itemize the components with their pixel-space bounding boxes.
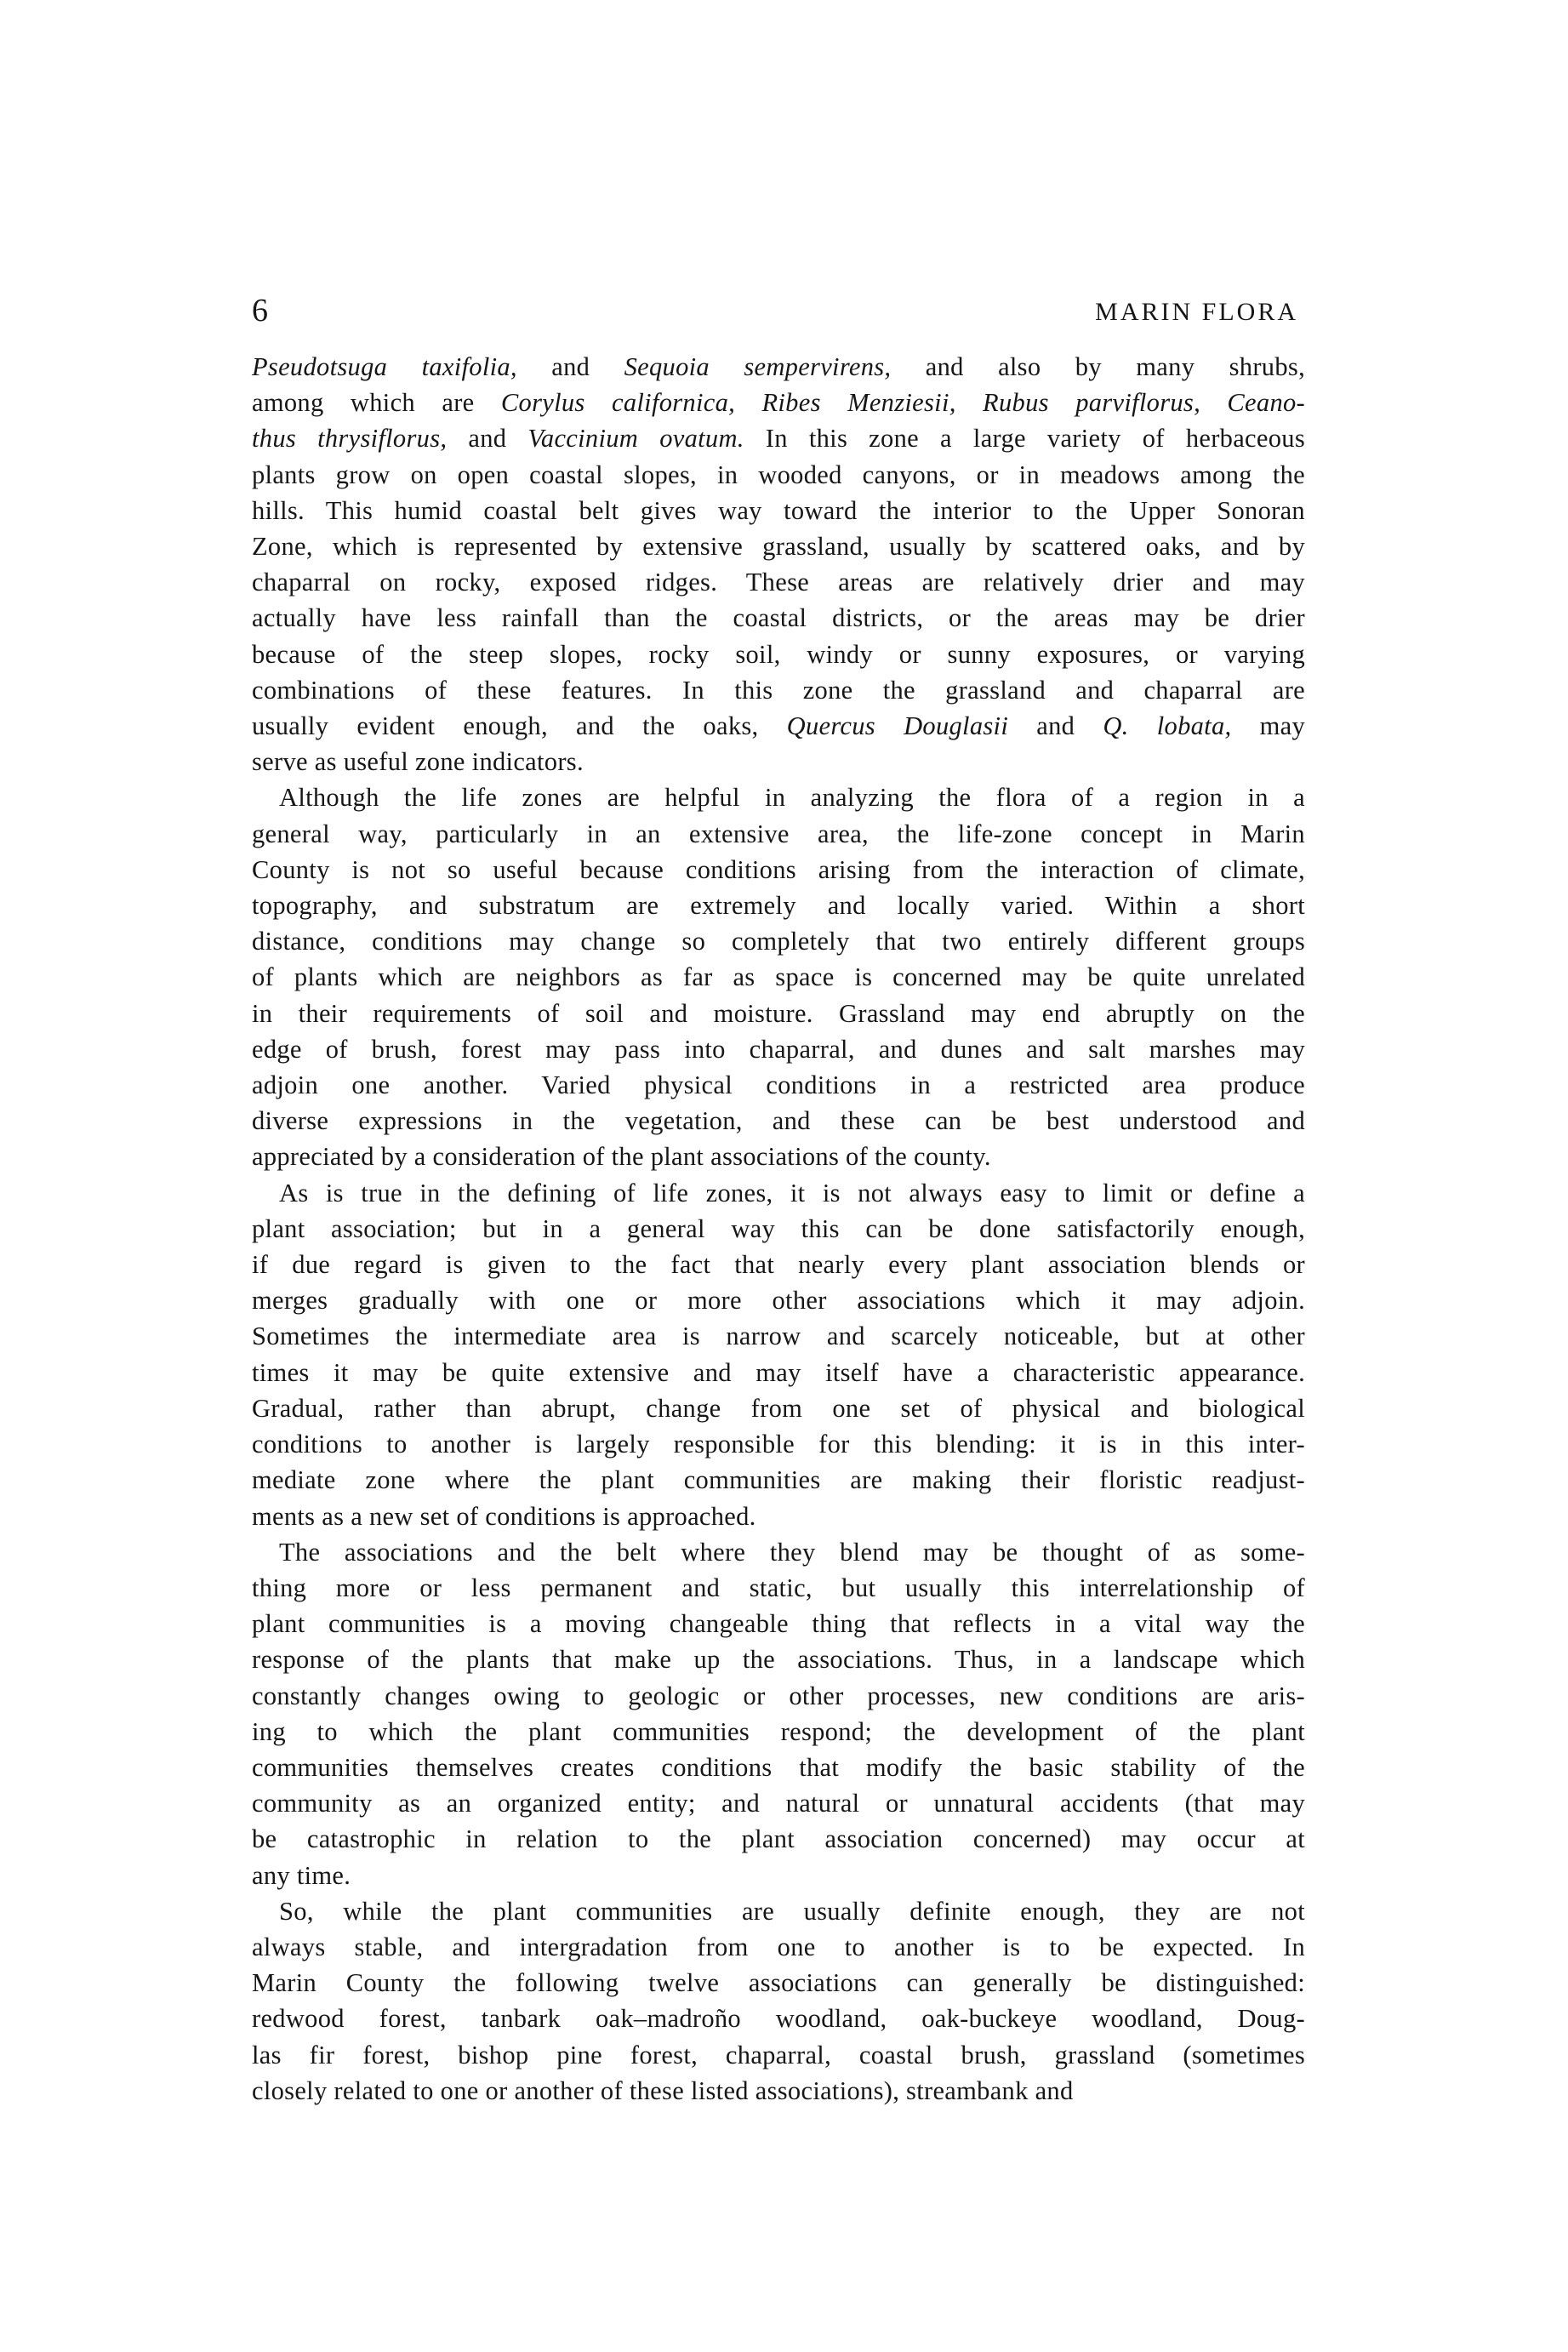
text-line: [252, 2037, 1305, 2073]
text-line: [252, 349, 1305, 385]
text-run: mediate zone where the plant communities are making their floristic readjust-: [252, 1465, 1305, 1495]
text-run: because of the steep slopes, rocky soil, windy or sunny exposures, or varying: [252, 639, 1305, 669]
text-line: [252, 959, 1305, 995]
text-line: [252, 1031, 1305, 1067]
text-run: and: [516, 352, 624, 381]
text-run: actually have less rainfall than the coastal districts, or the areas may be drier: [252, 603, 1305, 633]
text-line: [252, 816, 1305, 852]
text-run: plants grow on open coastal slopes, in wooded canyons, or in meadows among the: [252, 460, 1305, 489]
text-run: thing more or less permanent and static, but usually this interrelationship of: [252, 1573, 1305, 1602]
scientific-name-text: Quercus Douglasii: [786, 711, 1009, 741]
text-run: So, while the plant communities are usually definite enough, they are not: [279, 1896, 1305, 1926]
text-run: plant association; but in a general way this can be done satisfactorily enough,: [252, 1213, 1305, 1243]
text-line: [252, 1785, 1305, 1821]
text-run: if due regard is given to the fact that nearly every plant association blends or: [252, 1250, 1305, 1280]
scientific-name-text: Vaccinium ovatum.: [527, 424, 744, 454]
text-run: serve as useful zone indicators.: [252, 747, 584, 777]
text-line: [252, 1139, 1305, 1174]
scientific-name-text: Sequoia sempervirens,: [624, 352, 892, 381]
text-line: [252, 1641, 1305, 1677]
scientific-name-text: Pseudotsuga taxifolia,: [252, 352, 517, 381]
text-line: [252, 564, 1305, 600]
text-line: [252, 1821, 1305, 1857]
text-line: [252, 852, 1305, 888]
text-run: In this zone a large variety of herbaceous: [744, 424, 1305, 454]
text-line: [252, 1570, 1305, 1606]
text-run: always stable, and intergradation from one to another is to be expected. In: [252, 1932, 1305, 1961]
text-line: [252, 1678, 1305, 1714]
text-line: [252, 1318, 1305, 1354]
text-line: [252, 1067, 1305, 1103]
text-line: [252, 1534, 1305, 1570]
text-line: [252, 1606, 1305, 1641]
text-line: [252, 779, 1305, 815]
text-line: [252, 420, 1305, 456]
text-run: distance, conditions may change so completely that two entirely different groups: [252, 927, 1305, 956]
running-head: [252, 294, 1298, 328]
paragraph: [252, 779, 1305, 1174]
text-run: constantly changes owing to geologic or other processes, new conditions are aris-: [252, 1681, 1305, 1710]
text-run: appreciated by a consideration of the plant associations of the county.: [252, 1142, 991, 1172]
text-line: [252, 1858, 1305, 1893]
text-line: [252, 1211, 1305, 1247]
paragraph: [252, 349, 1305, 779]
text-line: [252, 1390, 1305, 1426]
text-line: [252, 1499, 1305, 1534]
text-line: [252, 888, 1305, 923]
text-line: [252, 672, 1305, 708]
text-line: [252, 1247, 1305, 1282]
paragraph: [252, 1175, 1305, 1534]
text-line: [252, 1355, 1305, 1390]
text-line: [252, 2073, 1305, 2109]
text-line: [252, 528, 1305, 564]
text-run: communities themselves creates conditions that modify the basic stability of the: [252, 1752, 1305, 1782]
text-run: hills. This humid coastal belt gives way toward the interior to the Upper Sonoran: [252, 495, 1305, 525]
text-run: merges gradually with one or more other associations which it may adjoin.: [252, 1286, 1305, 1316]
text-run: Zone, which is represented by extensive grassland, usually by scattered oaks, and by: [252, 532, 1305, 562]
text-run: of plants which are neighbors as far as space is concerned may be quite unrelated: [252, 962, 1305, 992]
text-line: [252, 1750, 1305, 1785]
text-run: adjoin one another. Varied physical conditions in a restricted area produce: [252, 1070, 1305, 1100]
text-run: las fir forest, bishop pine forest, chaparral, coastal brush, grassland (sometimes: [252, 2040, 1305, 2069]
text-run: redwood forest, tanbark oak–madroño woodland, oak-buckeye woodland, Doug-: [252, 2004, 1305, 2034]
page-number: 6: [252, 293, 269, 328]
text-run: combinations of these features. In this zone the grassland and chaparral are: [252, 675, 1305, 705]
text-line: [252, 1426, 1305, 1462]
text-run: and: [447, 424, 528, 454]
text-line: [252, 1462, 1305, 1498]
text-run: may: [1231, 711, 1305, 741]
text-run: in their requirements of soil and moisture. Grassland may end abruptly on the: [252, 998, 1305, 1028]
text-run: As is true in the defining of life zones, it is not always easy to limit or define a: [279, 1178, 1305, 1207]
text-run: conditions to another is largely responsible for this blending: it is in this inter-: [252, 1430, 1305, 1459]
text-line: [252, 385, 1305, 420]
text-run: County is not so useful because conditions arising from the interaction of climate,: [252, 854, 1305, 884]
text-run: Sometimes the intermediate area is narrow and scarcely noticeable, but at other: [252, 1322, 1305, 1351]
text-run: edge of brush, forest may pass into chaparral, and dunes and salt marshes may: [252, 1034, 1305, 1064]
text-run: Gradual, rather than abrupt, change from one set of physical and biological: [252, 1393, 1305, 1423]
text-run: Marin County the following twelve associations can generally be distinguished:: [252, 1968, 1305, 1998]
text-run: ing to which the plant communities respond; the development of the plant: [252, 1716, 1305, 1746]
paragraph: [252, 1893, 1305, 2109]
text-run: response of the plants that make up the associations. Thus, in a landscape which: [252, 1645, 1305, 1675]
text-line: [252, 637, 1305, 672]
text-line: [252, 2001, 1305, 2036]
paragraph: [252, 1534, 1305, 1893]
text-run: and: [1008, 711, 1103, 741]
text-line: [252, 600, 1305, 636]
text-line: [252, 708, 1305, 744]
text-line: [252, 1103, 1305, 1139]
text-run: diverse expressions in the vegetation, and these can be best understood and: [252, 1106, 1305, 1136]
scientific-name-text: thus thrysiflorus,: [252, 424, 448, 454]
scientific-name-text: Q. lobata,: [1103, 711, 1232, 741]
text-line: [252, 457, 1305, 493]
text-run: among which are: [252, 388, 501, 418]
text-run: Although the life zones are helpful in analyzing the flora of a region in a: [279, 783, 1305, 813]
text-line: [252, 1893, 1305, 1929]
text-line: [252, 744, 1305, 779]
text-run: community as an organized entity; and natural or unnatural accidents (that may: [252, 1789, 1305, 1818]
text-line: [252, 1175, 1305, 1211]
text-line: [252, 923, 1305, 959]
text-run: usually evident enough, and the oaks,: [252, 711, 787, 741]
text-run: any time.: [252, 1860, 351, 1890]
text-run: chaparral on rocky, exposed ridges. These areas are relatively drier and may: [252, 568, 1305, 597]
text-run: closely related to one or another of these listed associations), streambank and: [252, 2075, 1074, 2105]
text-line: [252, 1714, 1305, 1750]
text-run: and also by many shrubs,: [891, 352, 1306, 381]
text-run: general way, particularly in an extensive area, the life-zone concept in Marin: [252, 819, 1305, 848]
running-title: MARIN FLORA: [1095, 298, 1298, 326]
body-text: [252, 349, 1305, 2109]
text-run: times it may be quite extensive and may itself have a characteristic appearance.: [252, 1357, 1305, 1387]
text-run: ments as a new set of conditions is approached.: [252, 1501, 756, 1531]
text-run: The associations and the belt where they blend may be thought of as some-: [279, 1537, 1305, 1567]
text-line: [252, 996, 1305, 1031]
text-run: topography, and substratum are extremely and locally varied. Within a short: [252, 891, 1305, 921]
text-line: [252, 1965, 1305, 2001]
scientific-name-text: Corylus californica, Ribes Menziesii, Rubus parviflorus, Ceano-: [500, 388, 1305, 418]
text-line: [252, 493, 1305, 528]
text-run: be catastrophic in relation to the plant association concerned) may occur at: [252, 1824, 1305, 1854]
text-run: plant communities is a moving changeable thing that reflects in a vital way the: [252, 1609, 1305, 1639]
text-line: [252, 1282, 1305, 1318]
text-line: [252, 1929, 1305, 1965]
